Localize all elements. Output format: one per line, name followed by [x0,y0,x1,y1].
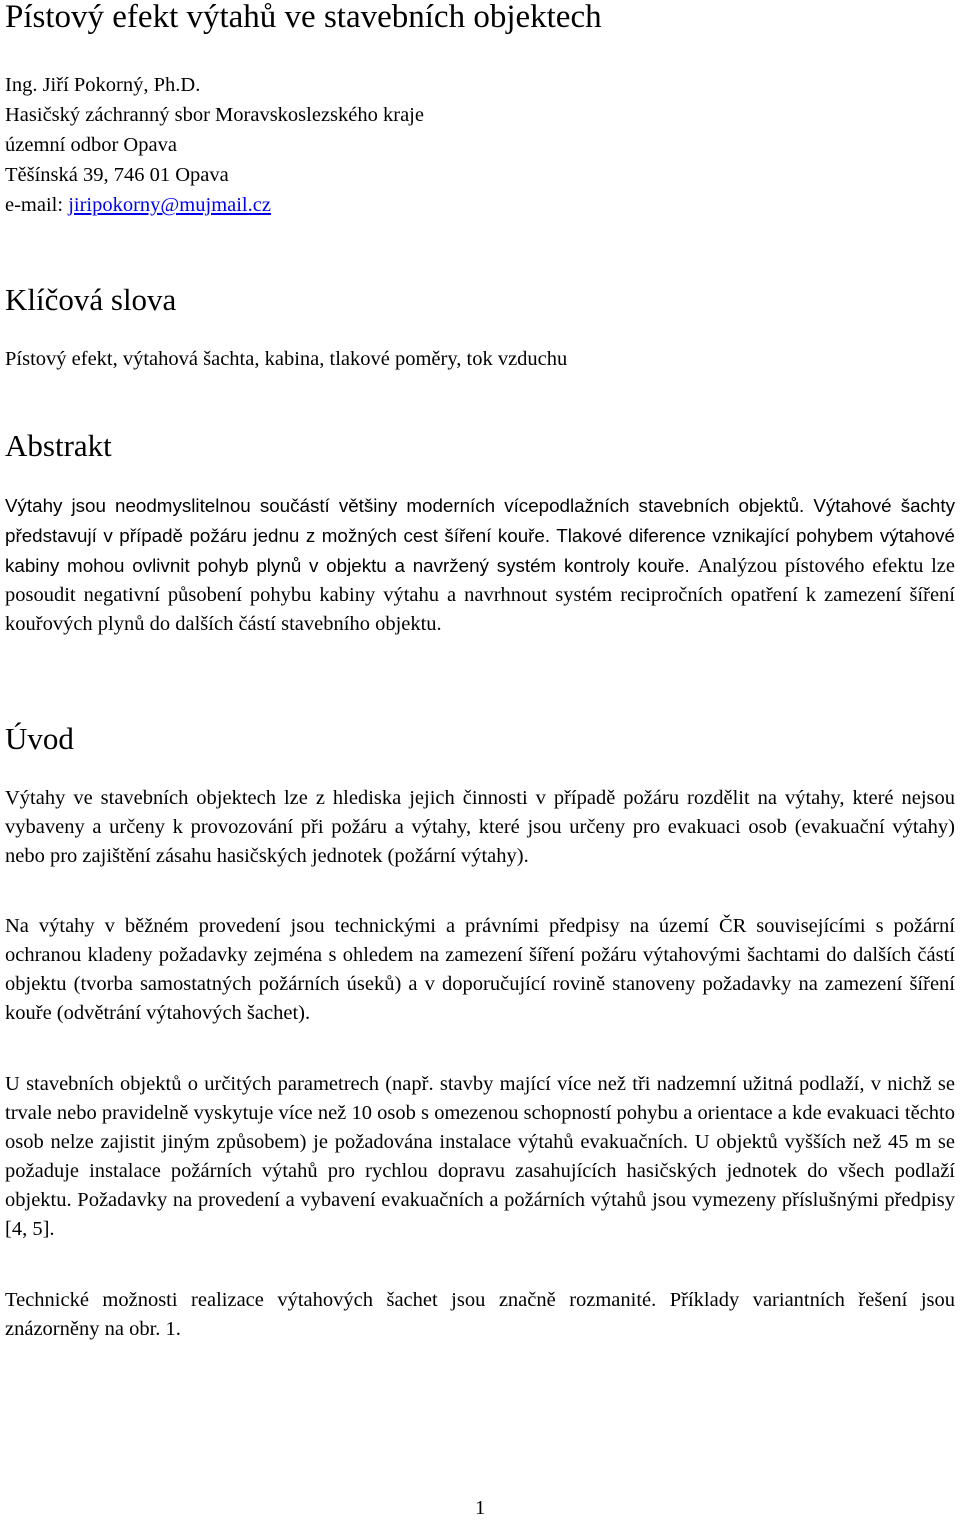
email-label: e-mail: [5,194,69,216]
intro-heading: Úvod [5,721,74,756]
keywords-text: Pístový efekt, výtahová šachta, kabina, tlakové poměry, tok vzduchu [5,348,568,370]
page-number: 1 [475,1497,486,1519]
document-title: Pístový efekt výtahů ve stavebních objektech [5,0,602,35]
abstract-text-serif: Analýzou pístového efektu lze posoudit negativní působení pohybu kabiny výtahu a navrhnout systém recipročních opatření k zamezení šíření kouřových plynů do dalších částí stavebního objektu. [5,555,956,635]
abstract-paragraph [5,491,955,639]
author-name: Ing. Jiří Pokorný, Ph.D. [5,74,201,96]
author-email-line [5,190,424,220]
author-address: Těšínská 39, 746 01 Opava [5,164,229,186]
intro-paragraph-4: Technické možnosti realizace výtahových šachet jsou značně rozmanité. Příklady variantních řešení jsou znázorněny na obr. 1. [5,1289,955,1340]
keywords-heading: Klíčová slova [5,282,177,317]
author-block [5,70,424,220]
intro-paragraph-3: U stavebních objektů o určitých parametrech (např. stavby mající více než tři nadzemní užitná podlaží, v nichž se trvale nebo pravidelně vyskytuje více než 10 osob s omezenou schopností pohybu a orientace a kde evakuaci těchto osob nelze zajistit jiným způsobem) je požadována instalace výtahů evakuačních. U objektů vyšších než 45 m se požaduje instalace požárních výtahů pro rychlou dopravu zasahujících hasičských jednotek do všech podlaží objektu. Požadavky na provedení a vybavení evakuačních a požárních výtahů jsou vymezeny příslušnými předpisy [4, 5]. [5,1073,955,1240]
author-organization: Hasičský záchranný sbor Moravskoslezského kraje [5,104,424,126]
intro-paragraph-1: Výtahy ve stavebních objektech lze z hlediska jejich činnosti v případě požáru rozdělit na výtahy, které nejsou vybaveny a určeny k provozování při požáru a výtahy, které jsou určeny pro evakuaci osob (evakuační výtahy) nebo pro zajištění zásahu hasičských jednotek (požární výtahy). [5,787,955,867]
email-link[interactable]: jiripokorny@mujmail.cz [68,194,271,216]
abstract-heading: Abstrakt [5,428,112,463]
abstract-text-sans: Výtahy jsou neodmyslitelnou součástí většiny moderních vícepodlažních stavebních objektů. Výtahové šachty představují v případě požáru jednu z možných cest šíření kouře. Tlakové diference vznikající pohybem výtahové kabiny mohou ovlivnit pohyb plynů v objektu a navržený systém kontroly kouře. [5,495,955,576]
author-department: územní odbor Opava [5,134,177,156]
intro-paragraph-2: Na výtahy v běžném provedení jsou technickými a právními předpisy na území ČR souvisejícími s požární ochranou kladeny požadavky zejména s ohledem na zamezení šíření požáru výtahovými šachtami do dalších částí objektu (tvorba samostatných požárních úseků) a v doporučující rovině stanoveny požadavky na zamezení šíření kouře (odvětrání výtahových šachet). [5,915,955,1024]
